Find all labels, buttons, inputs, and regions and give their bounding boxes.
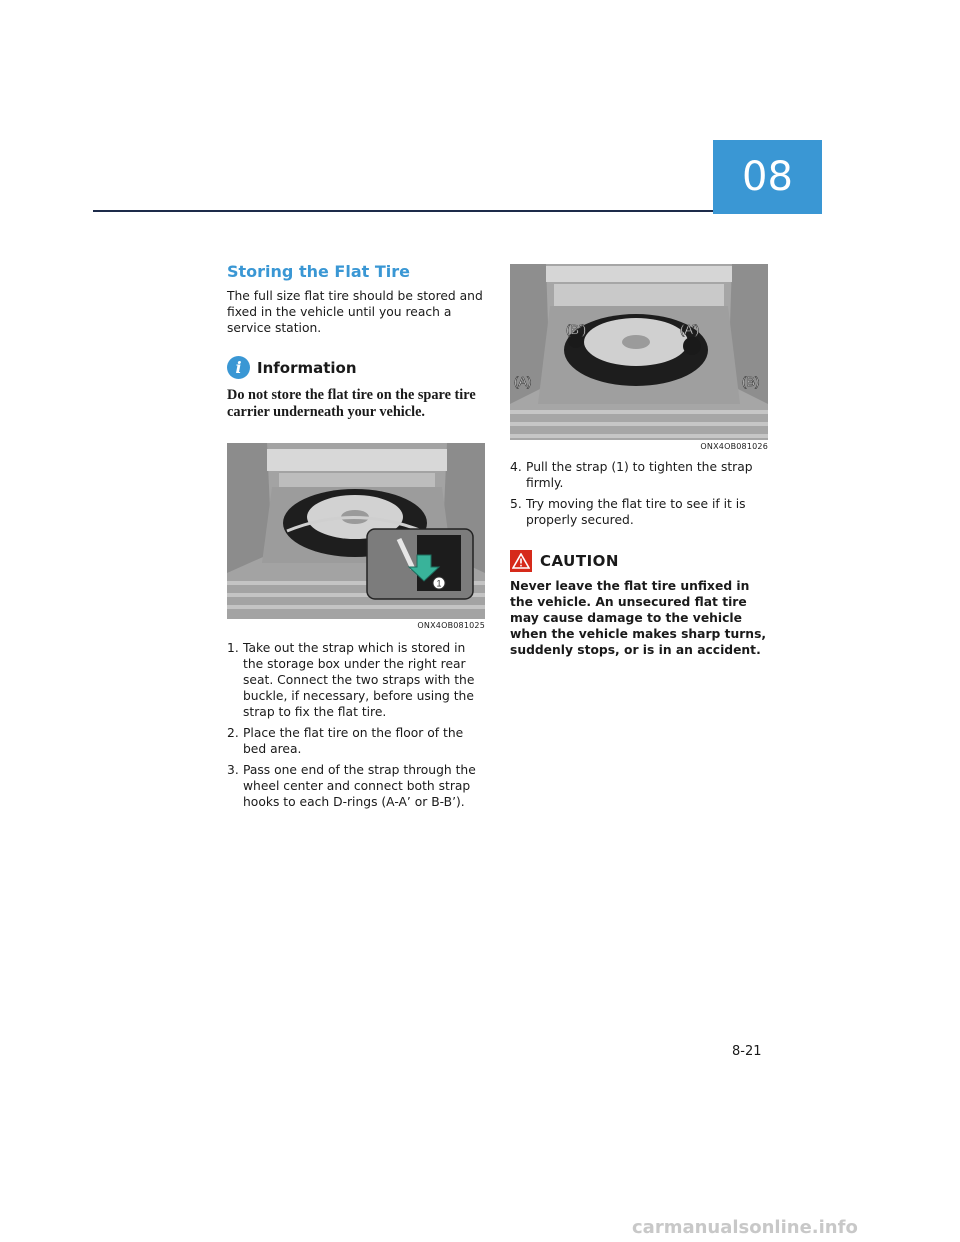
header-rule (93, 210, 713, 212)
truck-bed-illustration-2 (510, 264, 768, 440)
page-number: 8-21 (732, 1044, 762, 1059)
steps-list-right (510, 459, 768, 528)
caution-title: CAUTION (540, 552, 619, 570)
list-item: 4. Pull the strap (1) to tighten the strap firmly. (510, 460, 753, 490)
left-column (227, 262, 485, 815)
chapter-tab: 08 (713, 140, 822, 214)
figure-strap-storage (227, 443, 485, 619)
figure-caption-1: ONX4OB081025 (417, 621, 485, 630)
list-item: 3. Pass one end of the strap through the wheel center and connect both strap hooks to each D-rings (A-A’ or B-B’). (227, 763, 476, 809)
label-a-prime: (A’) (680, 322, 700, 337)
info-icon: i (227, 356, 250, 379)
label-b-prime: (B’) (566, 322, 587, 337)
figure-d-rings (510, 264, 768, 440)
caution-heading (510, 550, 768, 572)
figure-caption-2: ONX4OB081026 (700, 442, 768, 451)
warning-icon (510, 550, 532, 572)
list-item: 1. Take out the strap which is stored in the storage box under the right rear seat. Connect the two straps with the buckle, if necessary, before using the strap to fix the flat tire. (227, 641, 475, 719)
list-item: 2. Place the flat tire on the floor of the bed area. (227, 726, 464, 756)
callout-1: 1 (436, 578, 442, 589)
information-heading (227, 356, 485, 379)
watermark: carmanualsonline.info (632, 1217, 858, 1238)
intro-paragraph: The full size flat tire should be stored and fixed in the vehicle until you reach a service station. (227, 289, 483, 335)
label-b: (B) (742, 374, 760, 389)
section-title: Storing the Flat Tire (227, 262, 410, 281)
caution-text: Never leave the flat tire unfixed in the vehicle. An unsecured flat tire may cause damage to the vehicle when the vehicle makes sharp turns, suddenly stops, or is in an accident. (510, 579, 767, 657)
steps-list-left (227, 640, 485, 810)
information-text: Do not store the flat tire on the spare tire carrier underneath your vehicle. (227, 387, 476, 420)
truck-bed-illustration-1 (227, 443, 485, 619)
information-title: Information (257, 358, 357, 377)
list-item: 5. Try moving the flat tire to see if it is properly secured. (510, 497, 746, 527)
right-column (510, 264, 768, 658)
label-a: (A) (514, 374, 532, 389)
